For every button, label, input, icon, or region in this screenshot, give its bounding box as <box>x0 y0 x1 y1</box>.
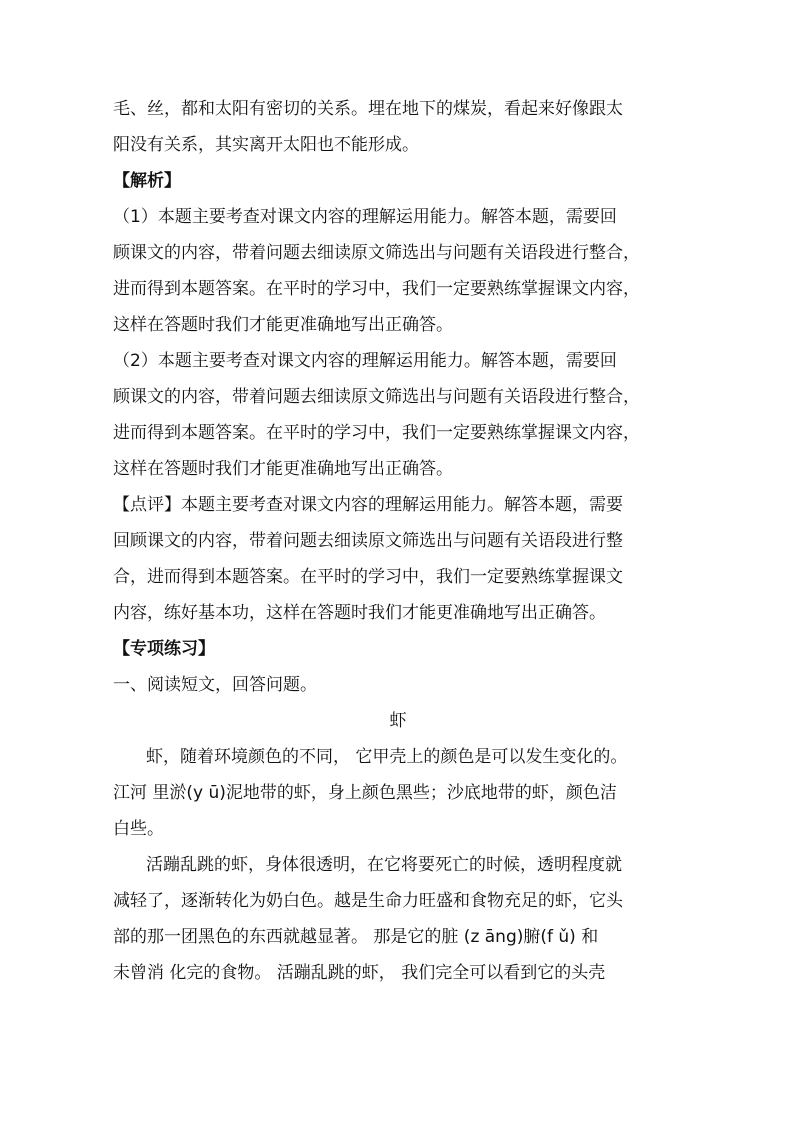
text-line: 未曾消 化完的食物。 活蹦乱跳的虾， 我们完全可以看到它的头壳 <box>113 963 606 983</box>
text-line: 进而得到本题答案。在平时的学习中，我们一定要熟练掌握课文内容， <box>113 279 640 299</box>
text-line: 江河 里淤(y ū)泥地带的虾，身上颜色黑些；沙底地带的虾，颜色洁 <box>113 783 617 803</box>
text-line: 这样在答题时我们才能更准确地写出正确答。 <box>113 315 453 335</box>
text-line: 白些。 <box>113 819 164 839</box>
comment-paragraph-line: 【点评】本题主要考查对课文内容的理解运用能力。解答本题，需要 <box>113 495 623 515</box>
text-line: 阳没有关系，其实离开太阳也不能形成。 <box>113 135 419 155</box>
text-line: （2）本题主要考查对课文内容的理解运用能力。解答本题，需要回 <box>113 351 617 371</box>
question-instruction: 一、阅读短文，回答问题。 <box>113 675 317 695</box>
text-line: 活蹦乱跳的虾，身体很透明，在它将要死亡的时候，透明程度就 <box>146 855 622 875</box>
text-line: 虾，随着环境颜色的不同， 它甲壳上的颜色是可以发生变化的。 <box>146 747 628 767</box>
text-line: 合，进而得到本题答案。在平时的学习中，我们一定要熟练掌握课文 <box>113 567 623 587</box>
passage-title: 虾 <box>389 711 407 731</box>
text-line: 减轻了，逐渐转化为奶白色。越是生命力旺盛和食物充足的虾，它头 <box>113 891 623 911</box>
text-line: 顾课文的内容，带着问题去细读原文筛选出与问题有关语段进行整合， <box>113 243 640 263</box>
text-line: （1）本题主要考查对课文内容的理解运用能力。解答本题，需要回 <box>113 207 617 227</box>
section-heading-analysis: 【解析】 <box>113 171 181 191</box>
text-line: 部的那一团黑色的东西就越显著。 那是它的脏 (z āng)腑(f ǔ) 和 <box>113 927 599 947</box>
text-line: 毛、丝，都和太阳有密切的关系。埋在地下的煤炭，看起来好像跟太 <box>113 99 623 119</box>
text-line: 内容，练好基本功，这样在答题时我们才能更准确地写出正确答。 <box>113 603 606 623</box>
section-heading-practice: 【专项练习】 <box>113 639 215 659</box>
text-line: 顾课文的内容，带着问题去细读原文筛选出与问题有关语段进行整合， <box>113 387 640 407</box>
text-line: 进而得到本题答案。在平时的学习中，我们一定要熟练掌握课文内容， <box>113 423 640 443</box>
text-line: 回顾课文的内容，带着问题去细读原文筛选出与问题有关语段进行整 <box>113 531 623 551</box>
text-line: 这样在答题时我们才能更准确地写出正确答。 <box>113 459 453 479</box>
